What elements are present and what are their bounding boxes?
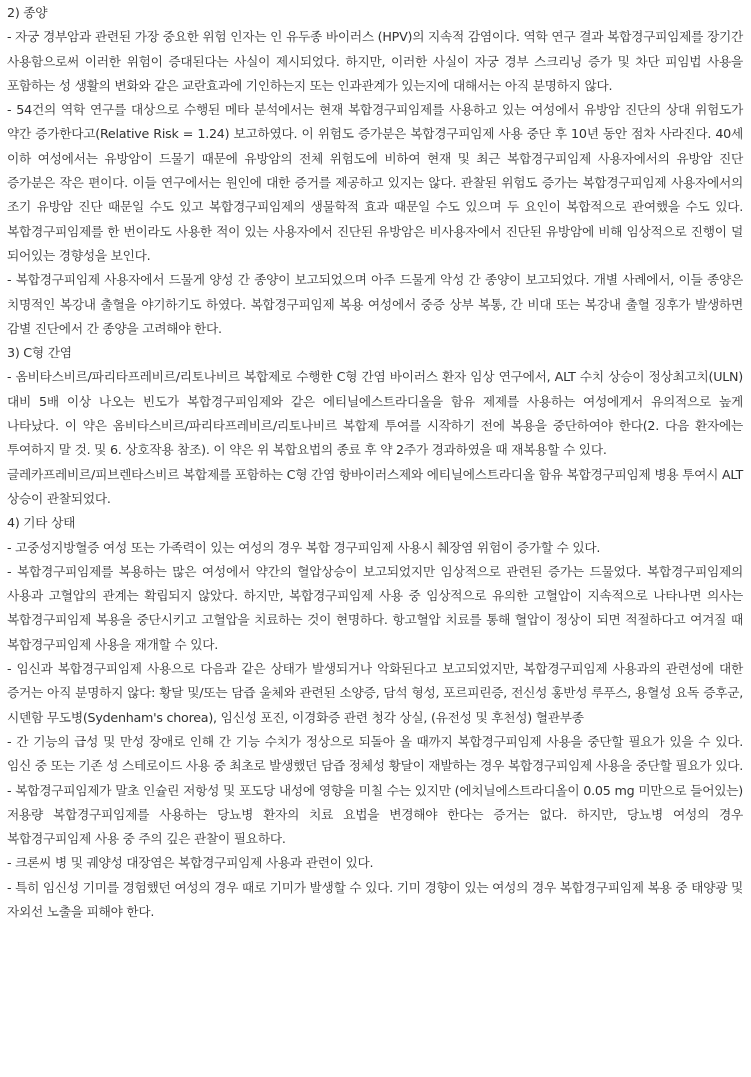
section-heading-hepatitis-c: 3) C형 간염	[7, 345, 72, 361]
paragraph-liver-tumor: - 복합경구피임제 사용자에서 드물게 양성 간 종양이 보고되었으며 아주 드물게 악성 간 종양이 보고되었다. 개별 사례에서, 이들 종양은 치명적인 복강내 출혈을 야기하기도 하였다. 복합경구피임제 복용 여성에서 중증 상부 복통, 간 비대 또는 복강내 출혈 징후가 발생하면 감별 진단에서 간 종양을 고려해야 한다.	[7, 272, 743, 336]
paragraph-breast-cancer: - 54건의 역학 연구를 대상으로 수행된 메타 분석에서는 현재 복합경구피임제를 사용하고 있는 여성에서 유방암 진단의 상대 위험도가 약간 증가한다고(Relative Risk = 1.24) 보고하였다. 이 위험도 증가분은 복합경구피임제 사용 중단 후 10년 동안 점차 사라진다. 40세 이하 여성에서는 유방암이 드물기 때문에 유방암의 전체 위험도에 비하여 현재 및 최근 복합경구피임제 사용자에서의 유방암 진단 증가분은 작은 편이다. 이들 연구에서는 원인에 대한 증거를 제공하고 있지는 않다. 관찰된 위험도 증가는 복합경구피임제 사용자에서의 조기 유방암 진단 때문일 수도 있고 복합경구피임제의 생물학적 효과 때문일 수도 있으며 두 요인이 복합적으로 관여했을 수도 있다. 복합경구피임제를 한 번이라도 사용한 적이 있는 사용자에서 진단된 유방암은 비사용자에서 진단된 유방암에 비해 임상적으로 진행이 덜 되어있는 경향성을 보인다.	[7, 102, 743, 263]
paragraph-crohns: - 크론씨 병 및 궤양성 대장염은 복합경구피임제 사용과 관련이 있다.	[7, 855, 374, 871]
paragraph-hypertension: - 복합경구피임제를 복용하는 많은 여성에서 약간의 혈압상승이 보고되었지만 임상적으로 관련된 증가는 드물었다. 복합경구피임제의 사용과 고혈압의 관계는 확립되지 않았다. 하지만, 복합경구피임제 사용 중 임상적으로 유의한 고혈압이 지속적으로 나타나면 의사는 복합경구피임제 복용을 중단시키고 고혈압을 치료하는 것이 현명하다. 항고혈압 치료를 통해 혈압이 정상이 되면 적절하다고 여겨질 때 복합경구피임제 사용을 재개할 수 있다.	[7, 563, 743, 652]
paragraph-liver-function: - 간 기능의 급성 및 만성 장애로 인해 간 기능 수치가 정상으로 되돌아 올 때까지 복합경구피임제 사용을 중단할 필요가 있을 수 있다. 임신 중 또는 기존 성 스테로이드 사용 중 최초로 발생했던 담즙 정체성 황달이 재발하는 경우 복합경구피임제 사용을 중단할 필요가 있다.	[7, 733, 743, 774]
paragraph-glecaprevir: 글레카프레비르/피브렌타스비르 복합제를 포함하는 C형 간염 항바이러스제와 에티닐에스트라디올 함유 복합경구피임제 병용 투여시 ALT 상승이 관찰되었다.	[7, 466, 743, 506]
paragraph-ombitasvir: - 옴비타스비르/파리타프레비르/리토나비르 복합제로 수행한 C형 간염 바이러스 환자 임상 연구에서, ALT 수치 상승이 정상최고치(ULN) 대비 5배 이상 나오는 빈도가 복합경구피임제와 같은 에티닐에스트라디올을 함유 제제를 사용하는 여성에게서 유의적으로 높게 나타났다. 이 약은 옴비타스비르/파리타프레비르/리토나비르 복합제 투여를 시작하기 전에 복용을 중단하여야 한다(2. 다음 환자에는 투여하지 말 것. 및 6. 상호작용 참조). 이 약은 위 복합요법의 종료 후 약 2주가 경과하였을 때 재복용할 수 있다.	[7, 369, 743, 458]
paragraph-pregnancy-conditions: - 임신과 복합경구피임제 사용으로 다음과 같은 상태가 발생되거나 악화된다고 보고되었지만, 복합경구피임제 사용과의 관련성에 대한 증거는 아직 분명하지 않다: 황달 및/또는 담즙 울체와 관련된 소양증, 담석 형성, 포르피린증, 전신성 홍반성 루푸스, 용혈성 요독 증후군, 시덴함 무도병(Sydenham's chorea), 임신성 포진, 이경화증 관련 청각 상실, (유전성 및 후천성) 혈관부종	[7, 661, 743, 725]
paragraph-diabetes: - 복합경구피임제가 말초 인슐린 저항성 및 포도당 내성에 영향을 미칠 수는 있지만 (에치닐에스트라디올이 0.05 mg 미만으로 들어있는) 저용량 복합경구피임제를 사용하는 당뇨병 환자의 치료 요법을 변경해야 한다는 증거는 없다. 하지만, 당뇨병 여성의 경우 복합경구피임제 사용 중 주의 깊은 관찰이 필요하다.	[7, 782, 743, 847]
section-heading-tumor: 2) 종양	[7, 5, 48, 20]
paragraph-chloasma: - 특히 임신성 기미를 경험했던 여성의 경우 때로 기미가 발생할 수 있다. 기미 경향이 있는 여성의 경우 복합경구피임제 복용 중 태양광 및 자외선 노출을 피해야 한다.	[7, 879, 743, 919]
paragraph-pancreatitis: - 고중성지방혈증 여성 또는 가족력이 있는 여성의 경우 복합 경구피임제 사용시 췌장염 위험이 증가할 수 있다.	[7, 539, 601, 555]
section-heading-other-conditions: 4) 기타 상태	[7, 515, 76, 531]
document-body	[7, 1, 743, 924]
paragraph-cervical-cancer: - 자궁 경부암과 관련된 가장 중요한 위험 인자는 인 유두종 바이러스 (HPV)의 지속적 감염이다. 역학 연구 결과 복합경구피임제를 장기간 사용함으로써 이러한 위험이 증대된다는 사실이 제시되었다. 하지만, 이러한 사실이 자궁 경부 스크리닝 증가 및 차단 피임법 사용을 포함하는 성 생활의 변화와 같은 교란효과에 기인하는지 또는 인과관계가 있는지에 대해서는 아직 분명하지 않다.	[7, 29, 743, 93]
